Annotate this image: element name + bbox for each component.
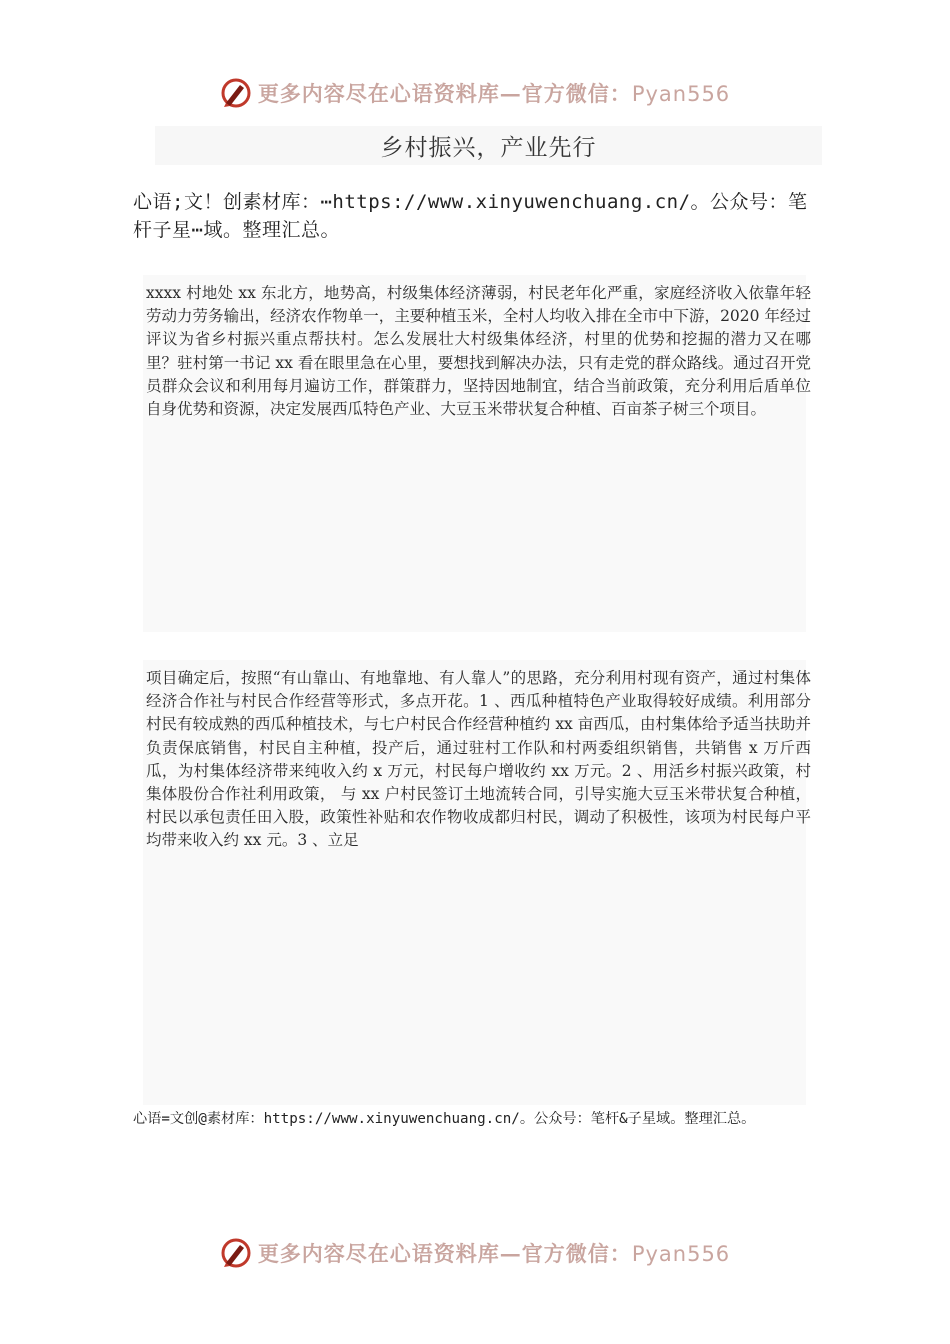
- pen-logo-icon: [220, 77, 252, 109]
- banner-promo-text: 更多内容尽在心语资料库—官方微信：: [257, 1241, 632, 1266]
- source-line: 心语;文！创素材库：⋯https://www.xinyuwenchuang.cn/。公众号：笔杆子星⋯域。整理汇总。: [133, 191, 808, 241]
- banner-text: [258, 78, 730, 108]
- footer-source-line: 心语=文创@素材库：https://www.xinyuwenchuang.cn/。公众号：笔杆&子星域。整理汇总。: [133, 1111, 756, 1127]
- banner-promo-text: 更多内容尽在心语资料库—官方微信：: [257, 81, 632, 106]
- banner-wechat-id: Pyan556: [631, 82, 731, 106]
- footer-banner: [0, 1230, 950, 1276]
- document-title: 乡村振兴，产业先行: [380, 135, 597, 161]
- banner-wechat-id: Pyan556: [631, 1242, 731, 1266]
- banner-text: [258, 1238, 730, 1268]
- paragraph-1: xxxx 村地处 xx 东北方，地势高，村级集体经济薄弱，村民老年化严重，家庭经济收入依靠年轻劳动力劳务输出，经济农作物单一，主要种植玉米，全村人均收入排在全市中下游，2020 年经过评议为省乡村振兴重点帮扶村。怎么发展壮大村级集体经济，村里的优势和挖掘的潜力又在哪里？驻村第一书记 xx 看在眼里急在心里，要想找到解决办法，只有走党的群众路线。通过召开党员群众会议和利用每月遍访工作，群策群力，坚持因地制宜，结合当前政策，充分利用后盾单位自身优势和资源，决定发展西瓜特色产业、大豆玉米带状复合种植、百亩茶子树三个项目。: [146, 284, 811, 419]
- header-banner: [0, 70, 950, 116]
- paragraph-2: 项目确定后，按照“有山靠山、有地靠地、有人靠人”的思路，充分利用村现有资产，通过村集体经济合作社与村民合作经营等形式，多点开花。1 、西瓜种植特色产业取得较好成绩。利用部分村民有较成熟的西瓜种植技术，与七户村民合作经营种植约 xx 亩西瓜，由村集体给予适当扶助并负责保底销售，村民自主种植，投产后，通过驻村工作队和村两委组织销售，共销售 x 万斤西瓜，为村集体经济带来纯收入约 x 万元，村民每户增收约 xx 万元。2 、用活乡村振兴政策，村集体股份合作社利用政策， 与 xx 户村民签订土地流转合同，引导实施大豆玉米带状复合种植，村民以承包责任田入股，政策性补贴和农作物收成都归村民，调动了积极性，该项为村民每户平均带来收入约 xx 元。3 、立足: [146, 669, 811, 850]
- pen-logo-icon: [220, 1237, 252, 1269]
- title-bar: [155, 126, 822, 165]
